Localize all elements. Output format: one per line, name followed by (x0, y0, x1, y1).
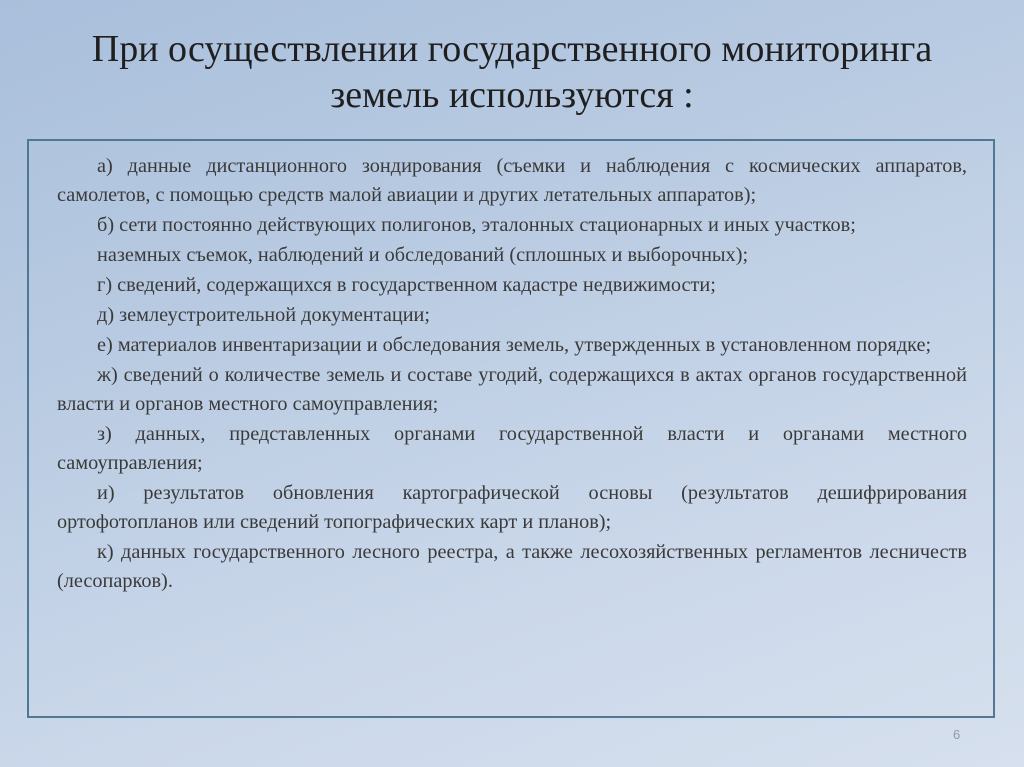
list-item-b: б) сети постоянно действующих полигонов, эталонных стационарных и иных участков; (97, 214, 856, 236)
list-item-zh: ж) сведений о количестве земель и составе угодий, содержащихся в актах органов государственной власти и органов местного самоуправления; (57, 364, 967, 415)
list-item-e: е) материалов инвентаризации и обследования земель, утвержденных в установленном порядке; (97, 334, 932, 356)
slide-title (0, 26, 1024, 118)
list-item-g: г) сведений, содержащихся в государственном кадастре недвижимости; (97, 274, 716, 296)
slide-title-line-2: земель используются : (330, 74, 694, 116)
list-item-d: д) землеустроительной документации; (97, 304, 431, 326)
slide-title-line-1: При осуществлении государственного мониторинга (91, 28, 933, 70)
list-item-z: з) данных, представленных органами государственной власти и органами местного самоуправления; (57, 423, 967, 474)
content-box (27, 139, 995, 718)
list-item-i: и) результатов обновления картографической основы (результатов дешифрирования ортофотопланов или сведений топографических карт и планов); (57, 482, 967, 533)
list-item-a: а) данные дистанционного зондирования (съемки и наблюдения с космических аппаратов, самолетов, с помощью средств малой авиации и других летательных аппаратов); (57, 155, 967, 206)
page-number: 6 (953, 727, 961, 742)
list-item-k: к) данных государственного лесного реестра, а также лесохозяйственных регламентов лесничеств (лесопарков). (57, 541, 967, 592)
list-item-v: наземных съемок, наблюдений и обследований (сплошных и выборочных); (97, 244, 749, 266)
